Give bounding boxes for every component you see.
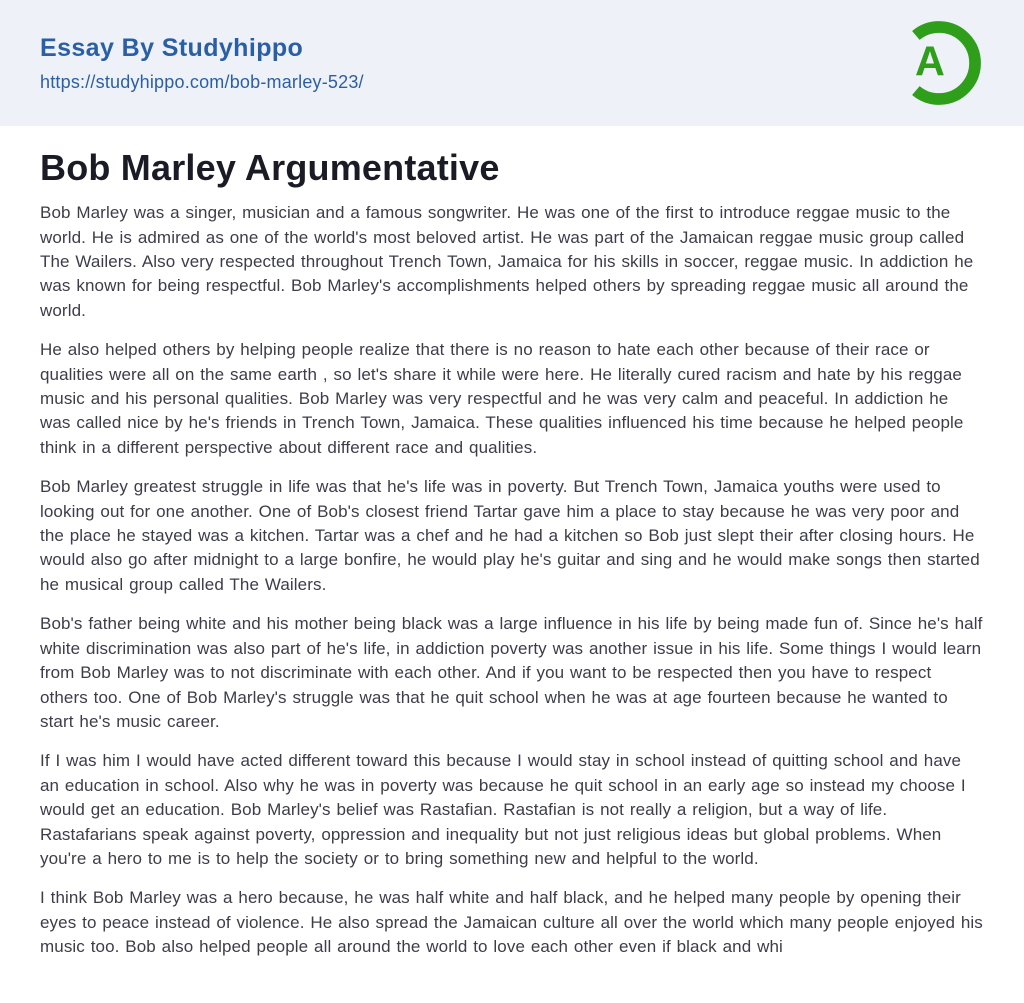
- essay-article: [0, 146, 1024, 960]
- page-title: Bob Marley Argumentative: [40, 147, 500, 188]
- studyhippo-logo: [894, 17, 984, 109]
- essay-paragraph: Bob Marley was a singer, musician and a famous songwriter. He was one of the first to introduce reggae music to the world. He is admired as one of the world's most beloved artist. He was part of the Jamaican reggae music group called The Wailers. Also very respected throughout Trench Town, Jamaica for his skills in soccer, reggae music. In addiction he was known for being respectful. Bob Marley's accomplishments helped others by spreading reggae music all around the world.: [40, 203, 974, 320]
- essay-url-link[interactable]: https://studyhippo.com/bob-marley-523/: [40, 71, 364, 92]
- essay-paragraph: Bob's father being white and his mother being black was a large influence in his life by being made fun of. Since he's half white discrimination was also part of he's life, in addiction poverty was another issue in his life. Some things I would learn from Bob Marley was to not discriminate with each other. And if you want to be respected then you have to respect others too. One of Bob Marley's struggle was that he quit school when he was at age fourteen because he wanted to start he's music career.: [40, 614, 983, 731]
- essay-paragraph: Bob Marley greatest struggle in life was that he's life was in poverty. But Trench Town, Jamaica youths were used to looking out for one another. One of Bob's closest friend Tartar gave him a place to stay because he was very poor and the place he stayed was a kitchen. Tartar was a chef and he had a kitchen so Bob just slept their after closing hours. He would also go after midnight to a large bonfire, he would play he's guitar and sing and he would make songs then started he musical group called The Wailers.: [40, 477, 980, 594]
- essay-paragraph: I think Bob Marley was a hero because, he was half white and half black, and he helped many people by opening their eyes to peace instead of violence. He also spread the Jamaican culture all over the world which many people enjoyed his music too. Bob also helped people all around the world to love each other even if black and whi: [40, 888, 983, 957]
- essay-paragraph: If I was him I would have acted different toward this because I would stay in school instead of quitting school and have an education in school. Also why he was in poverty was because he quit school in an early age so instead my choose I would get an education. Bob Marley's belief was Rastafian. Rastafian is not really a religion, but a way of life. Rastafarians speak against poverty, oppression and inequality but not just religious ideas but global problems. When you're a hero to me is to help the society or to bring something new and helpful to the world.: [40, 751, 966, 868]
- essay-paragraph: He also helped others by helping people realize that there is no reason to hate each other because of their race or qualities were all on the same earth , so let's share it while were here. He literally cured racism and hate by his reggae music and his personal qualities. Bob Marley was very respectful and he was very calm and peaceful. In addiction he was called nice by he's friends in Trench Town, Jamaica. These qualities influenced his time because he helped people think in a different perspective about different race and qualities.: [40, 340, 964, 457]
- page-header: [0, 0, 1024, 126]
- logo-arc-icon: [894, 17, 984, 109]
- header-text-block: [40, 34, 364, 93]
- site-title: Essay By Studyhippo: [40, 33, 304, 62]
- logo-letter: A: [915, 38, 945, 85]
